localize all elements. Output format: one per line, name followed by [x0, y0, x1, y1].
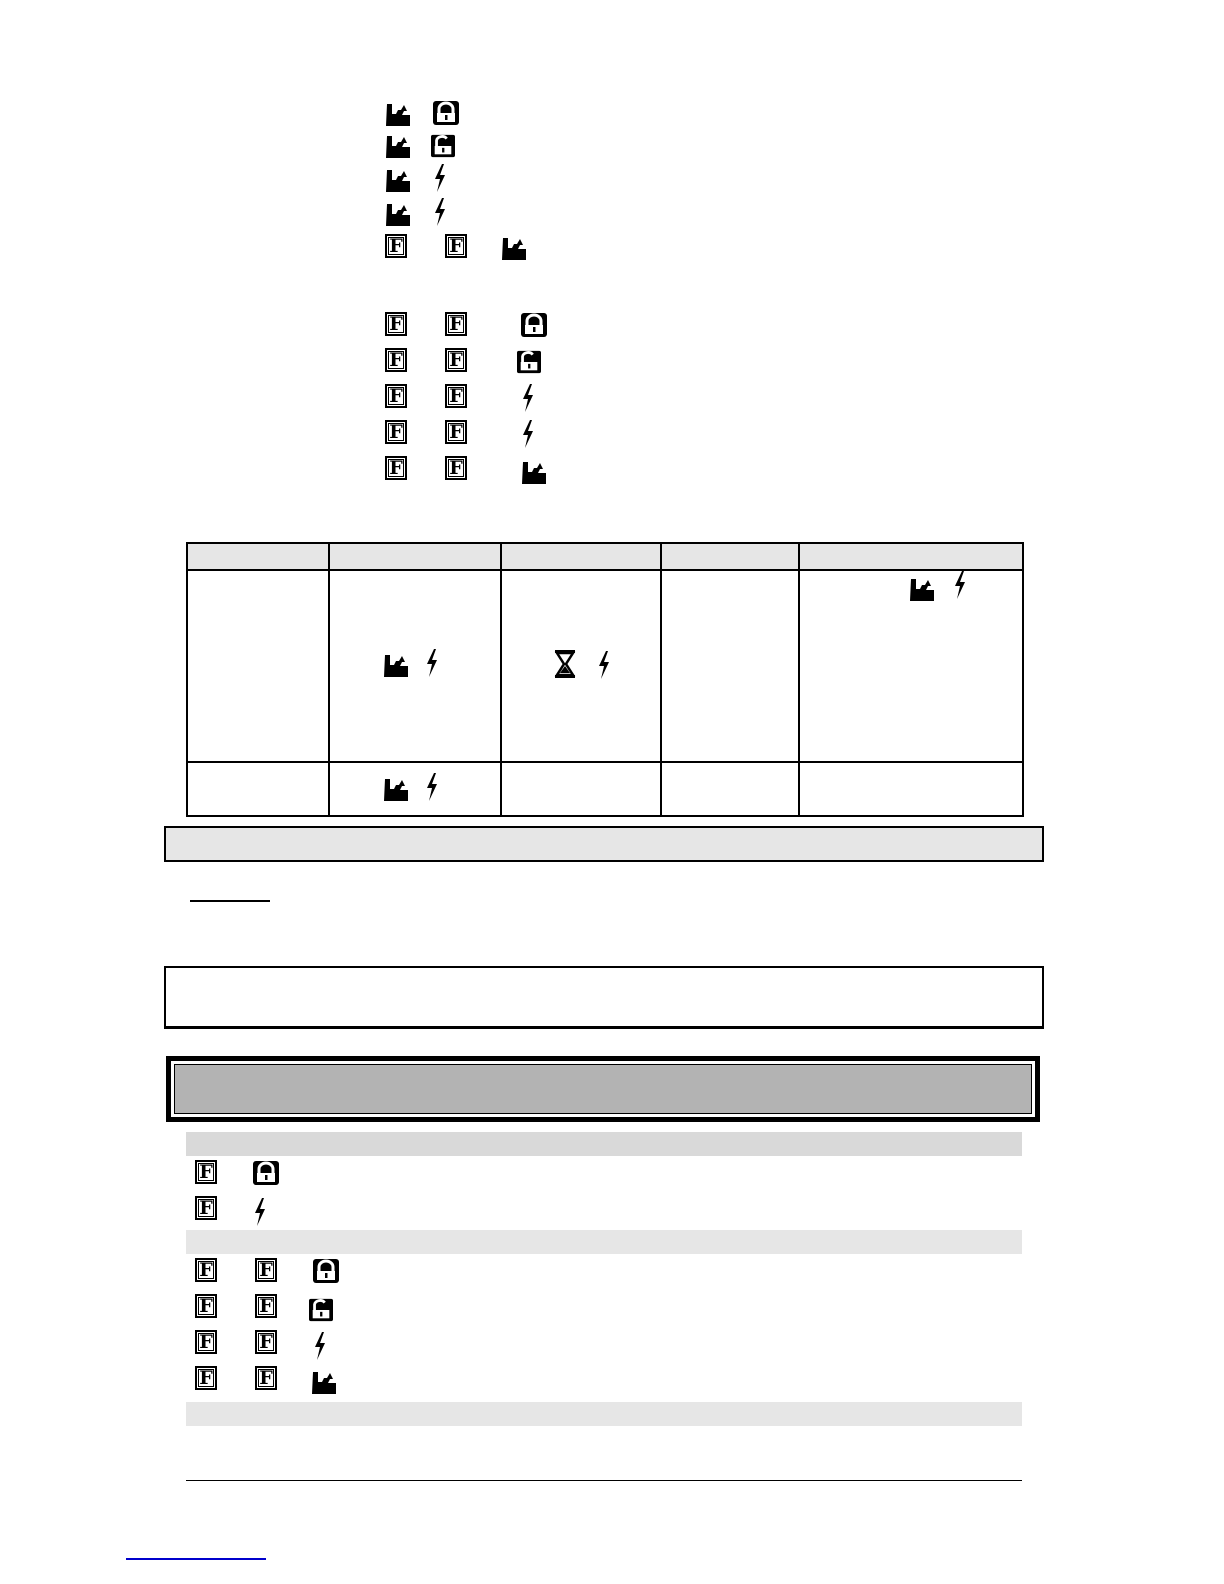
- padlock-open-icon: [430, 134, 456, 158]
- table-cell: [661, 762, 799, 816]
- f-key-icon: F: [195, 1330, 217, 1354]
- car-start-icon: [500, 236, 528, 262]
- padlock-closed-icon: [252, 1160, 280, 1186]
- f-key-icon: F: [255, 1330, 277, 1354]
- f-key-icon: F: [385, 420, 407, 444]
- f-key-icon: F: [195, 1196, 217, 1220]
- padlock-closed-icon: [432, 100, 460, 126]
- f-key-icon: F: [255, 1258, 277, 1282]
- f-key-icon: F: [445, 234, 467, 258]
- subsection-bar: [186, 1132, 1022, 1156]
- table-header-cell: [329, 543, 501, 570]
- car-start-icon: [382, 653, 410, 679]
- f-key-icon: F: [385, 456, 407, 480]
- subsection-bar: [186, 1402, 1022, 1426]
- car-start-icon: [310, 1370, 338, 1396]
- table-header-cell: [501, 543, 661, 570]
- padlock-closed-icon: [312, 1258, 340, 1284]
- f-key-icon: F: [195, 1294, 217, 1318]
- padlock-closed-icon: [520, 312, 548, 338]
- car-start-icon: [384, 134, 412, 160]
- lightning-bolt-icon: [596, 651, 612, 679]
- f-key-icon: F: [445, 348, 467, 372]
- padlock-open-icon: [516, 350, 542, 374]
- lightning-bolt-icon: [424, 773, 440, 801]
- f-key-icon: F: [385, 384, 407, 408]
- padlock-open-icon: [308, 1298, 334, 1322]
- f-key-icon: F: [195, 1160, 217, 1184]
- table-cell: [501, 762, 661, 816]
- lightning-bolt-icon: [424, 649, 440, 677]
- car-start-icon: [384, 202, 412, 228]
- lightning-bolt-icon: [520, 420, 536, 448]
- f-key-icon: F: [195, 1258, 217, 1282]
- table-row: [187, 762, 1023, 816]
- table-cell: [329, 570, 501, 762]
- note-bar: [164, 826, 1044, 862]
- f-key-icon: F: [445, 420, 467, 444]
- subsection-bar: [186, 1230, 1022, 1254]
- lightning-bolt-icon: [432, 198, 448, 226]
- f-key-icon: F: [445, 384, 467, 408]
- table-cell: [187, 762, 329, 816]
- car-start-icon: [520, 460, 548, 486]
- lightning-bolt-icon: [952, 571, 968, 599]
- table-cell: [661, 570, 799, 762]
- lightning-bolt-icon: [252, 1198, 268, 1226]
- table-header-row: [187, 543, 1023, 570]
- car-start-icon: [384, 102, 412, 128]
- section-banner: [166, 1056, 1040, 1122]
- heading-underline: [190, 900, 270, 902]
- f-key-icon: F: [255, 1366, 277, 1390]
- f-key-icon: F: [385, 234, 407, 258]
- table-header-cell: [799, 543, 1023, 570]
- f-key-icon: F: [385, 312, 407, 336]
- f-key-icon: F: [255, 1294, 277, 1318]
- table-cell: [799, 762, 1023, 816]
- table-cell: [329, 762, 501, 816]
- lightning-bolt-icon: [432, 164, 448, 192]
- table-header-cell: [661, 543, 799, 570]
- f-key-icon: F: [195, 1366, 217, 1390]
- car-start-icon: [382, 777, 410, 803]
- f-key-icon: F: [445, 456, 467, 480]
- hourglass-icon: [554, 649, 576, 679]
- footer-rule: [186, 1480, 1022, 1481]
- footer-link-underline[interactable]: [126, 1558, 266, 1560]
- table-header-cell: [187, 543, 329, 570]
- table-cell: [501, 570, 661, 762]
- note-box: [164, 966, 1044, 1029]
- function-table: [186, 542, 1024, 817]
- lightning-bolt-icon: [312, 1332, 328, 1360]
- table-cell: [799, 570, 1023, 762]
- section-banner-inner: [174, 1064, 1032, 1114]
- f-key-icon: F: [445, 312, 467, 336]
- table-cell: [187, 570, 329, 762]
- f-key-icon: F: [385, 348, 407, 372]
- car-start-icon: [384, 168, 412, 194]
- lightning-bolt-icon: [520, 384, 536, 412]
- car-start-icon: [908, 577, 936, 603]
- table-row: [187, 570, 1023, 762]
